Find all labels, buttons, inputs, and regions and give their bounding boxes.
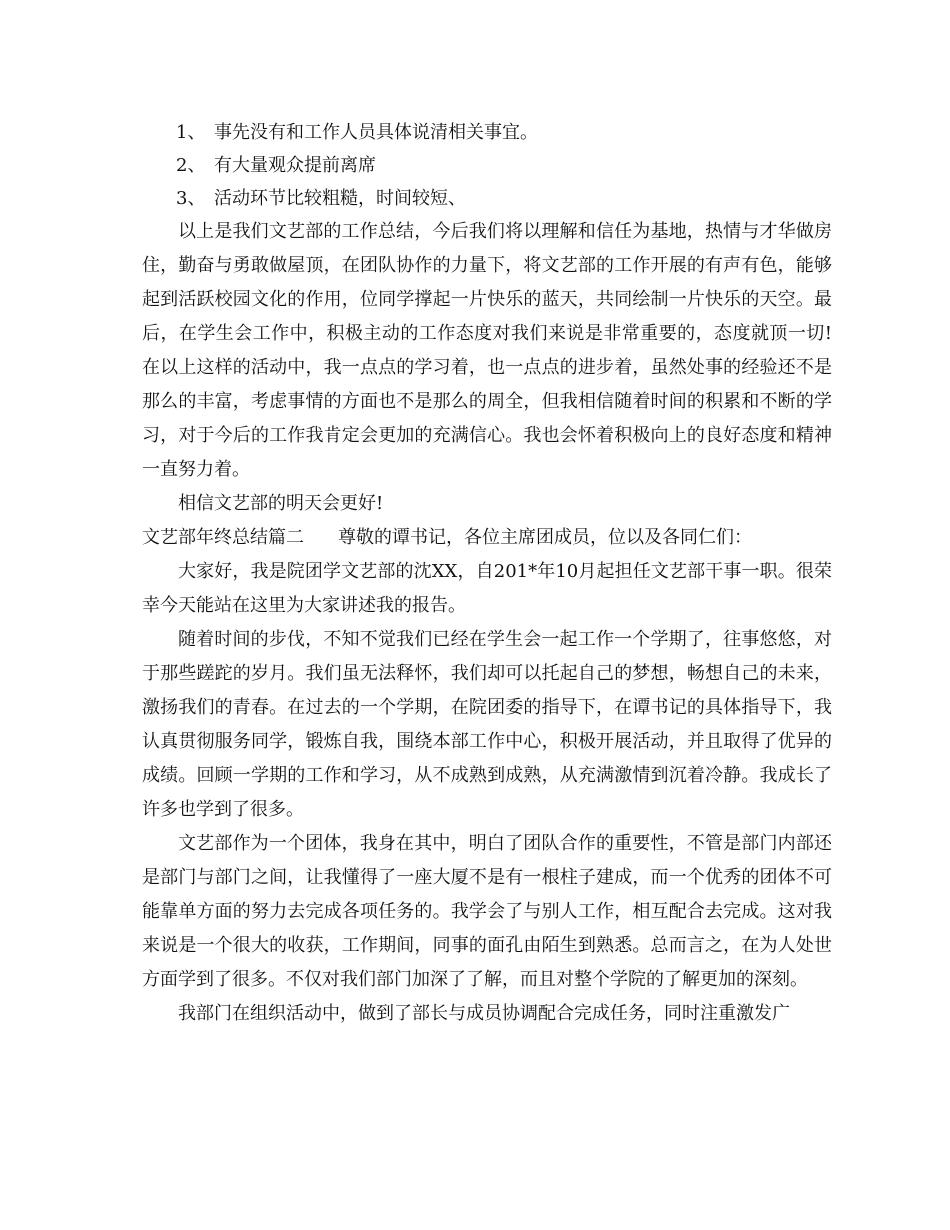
closing-line: 相信文艺部的明天会更好! [178, 493, 384, 514]
section-title: 文艺部年终总结篇二 [142, 527, 304, 548]
issue-list [176, 116, 816, 215]
list-text: 有大量观众提前离席 [214, 155, 376, 176]
reflection-paragraph: 随着时间的步伐，不知不觉我们已经在学生会一起工作一个学期了，往事悠悠，对于那些蹉跎的岁月。我们虽无法释怀，我们却可以托起自己的梦想，畅想自己的未来，激扬我们的青春。在过去的一个学期，在院团委的指导下，在谭书记的具体指导下，我认真贯彻服务同学，锻炼自我，围绕本部工作中心，积极开展活动，并且取得了优异的成绩。回顾一学期的工作和学习，从不成熟到成熟，从充满激情到沉着冷静。我成长了许多也学到了很多。 [142, 629, 832, 820]
document-body [142, 215, 832, 1031]
list-item [176, 182, 816, 215]
list-item [176, 116, 816, 149]
list-number: 1、 [176, 122, 206, 143]
intro-paragraph: 大家好，我是院团学文艺部的沈XX，自201*年10月起担任文艺部干事一职。很荣幸今天能站在这里为大家讲述我的报告。 [142, 561, 832, 616]
list-text: 事先没有和工作人员具体说清相关事宜。 [214, 122, 538, 143]
activity-paragraph: 我部门在组织活动中，做到了部长与成员协调配合完成任务，同时注重激发广 [178, 1003, 790, 1024]
list-number: 2、 [176, 155, 206, 176]
summary-paragraph: 以上是我们文艺部的工作总结，今后我们将以理解和信任为基地，热情与才华做房住，勤奋与勇敢做屋顶，在团队协作的力量下，将文艺部的工作开展的有声有色，能够起到活跃校园文化的作用，位同学撑起一片快乐的蓝天，共同绘制一片快乐的天空。最后，在学生会工作中，积极主动的工作态度对我们来说是非常重要的，态度就顶一切!在以上这样的活动中，我一点点的学习着，也一点点的进步着，虽然处事的经验还不是那么的丰富，考虑事情的方面也不是那么的周全，但我相信随着时间的积累和不断的学习，对于今后的工作我肯定会更加的充满信心。我也会怀着积极向上的良好态度和精神一直努力着。 [142, 221, 832, 480]
list-number: 3、 [176, 188, 206, 209]
salutation: 尊敬的谭书记，各位主席团成员，位以及各同仁们： [338, 527, 752, 548]
list-item [176, 149, 816, 182]
teamwork-paragraph: 文艺部作为一个团体，我身在其中，明白了团队合作的重要性，不管是部门内部还是部门与部门之间，让我懂得了一座大厦不是有一根柱子建成，而一个优秀的团体不可能靠单方面的努力去完成各项任务的。我学会了与别人工作，相互配合去完成。这对我来说是一个很大的收获，工作期间，同事的面孔由陌生到熟悉。总而言之，在为人处世方面学到了很多。不仅对我们部门加深了了解，而且对整个学院的了解更加的深刻。 [142, 833, 832, 990]
list-text: 活动环节比较粗糙，时间较短、 [214, 188, 466, 209]
section-heading-line [142, 521, 832, 555]
